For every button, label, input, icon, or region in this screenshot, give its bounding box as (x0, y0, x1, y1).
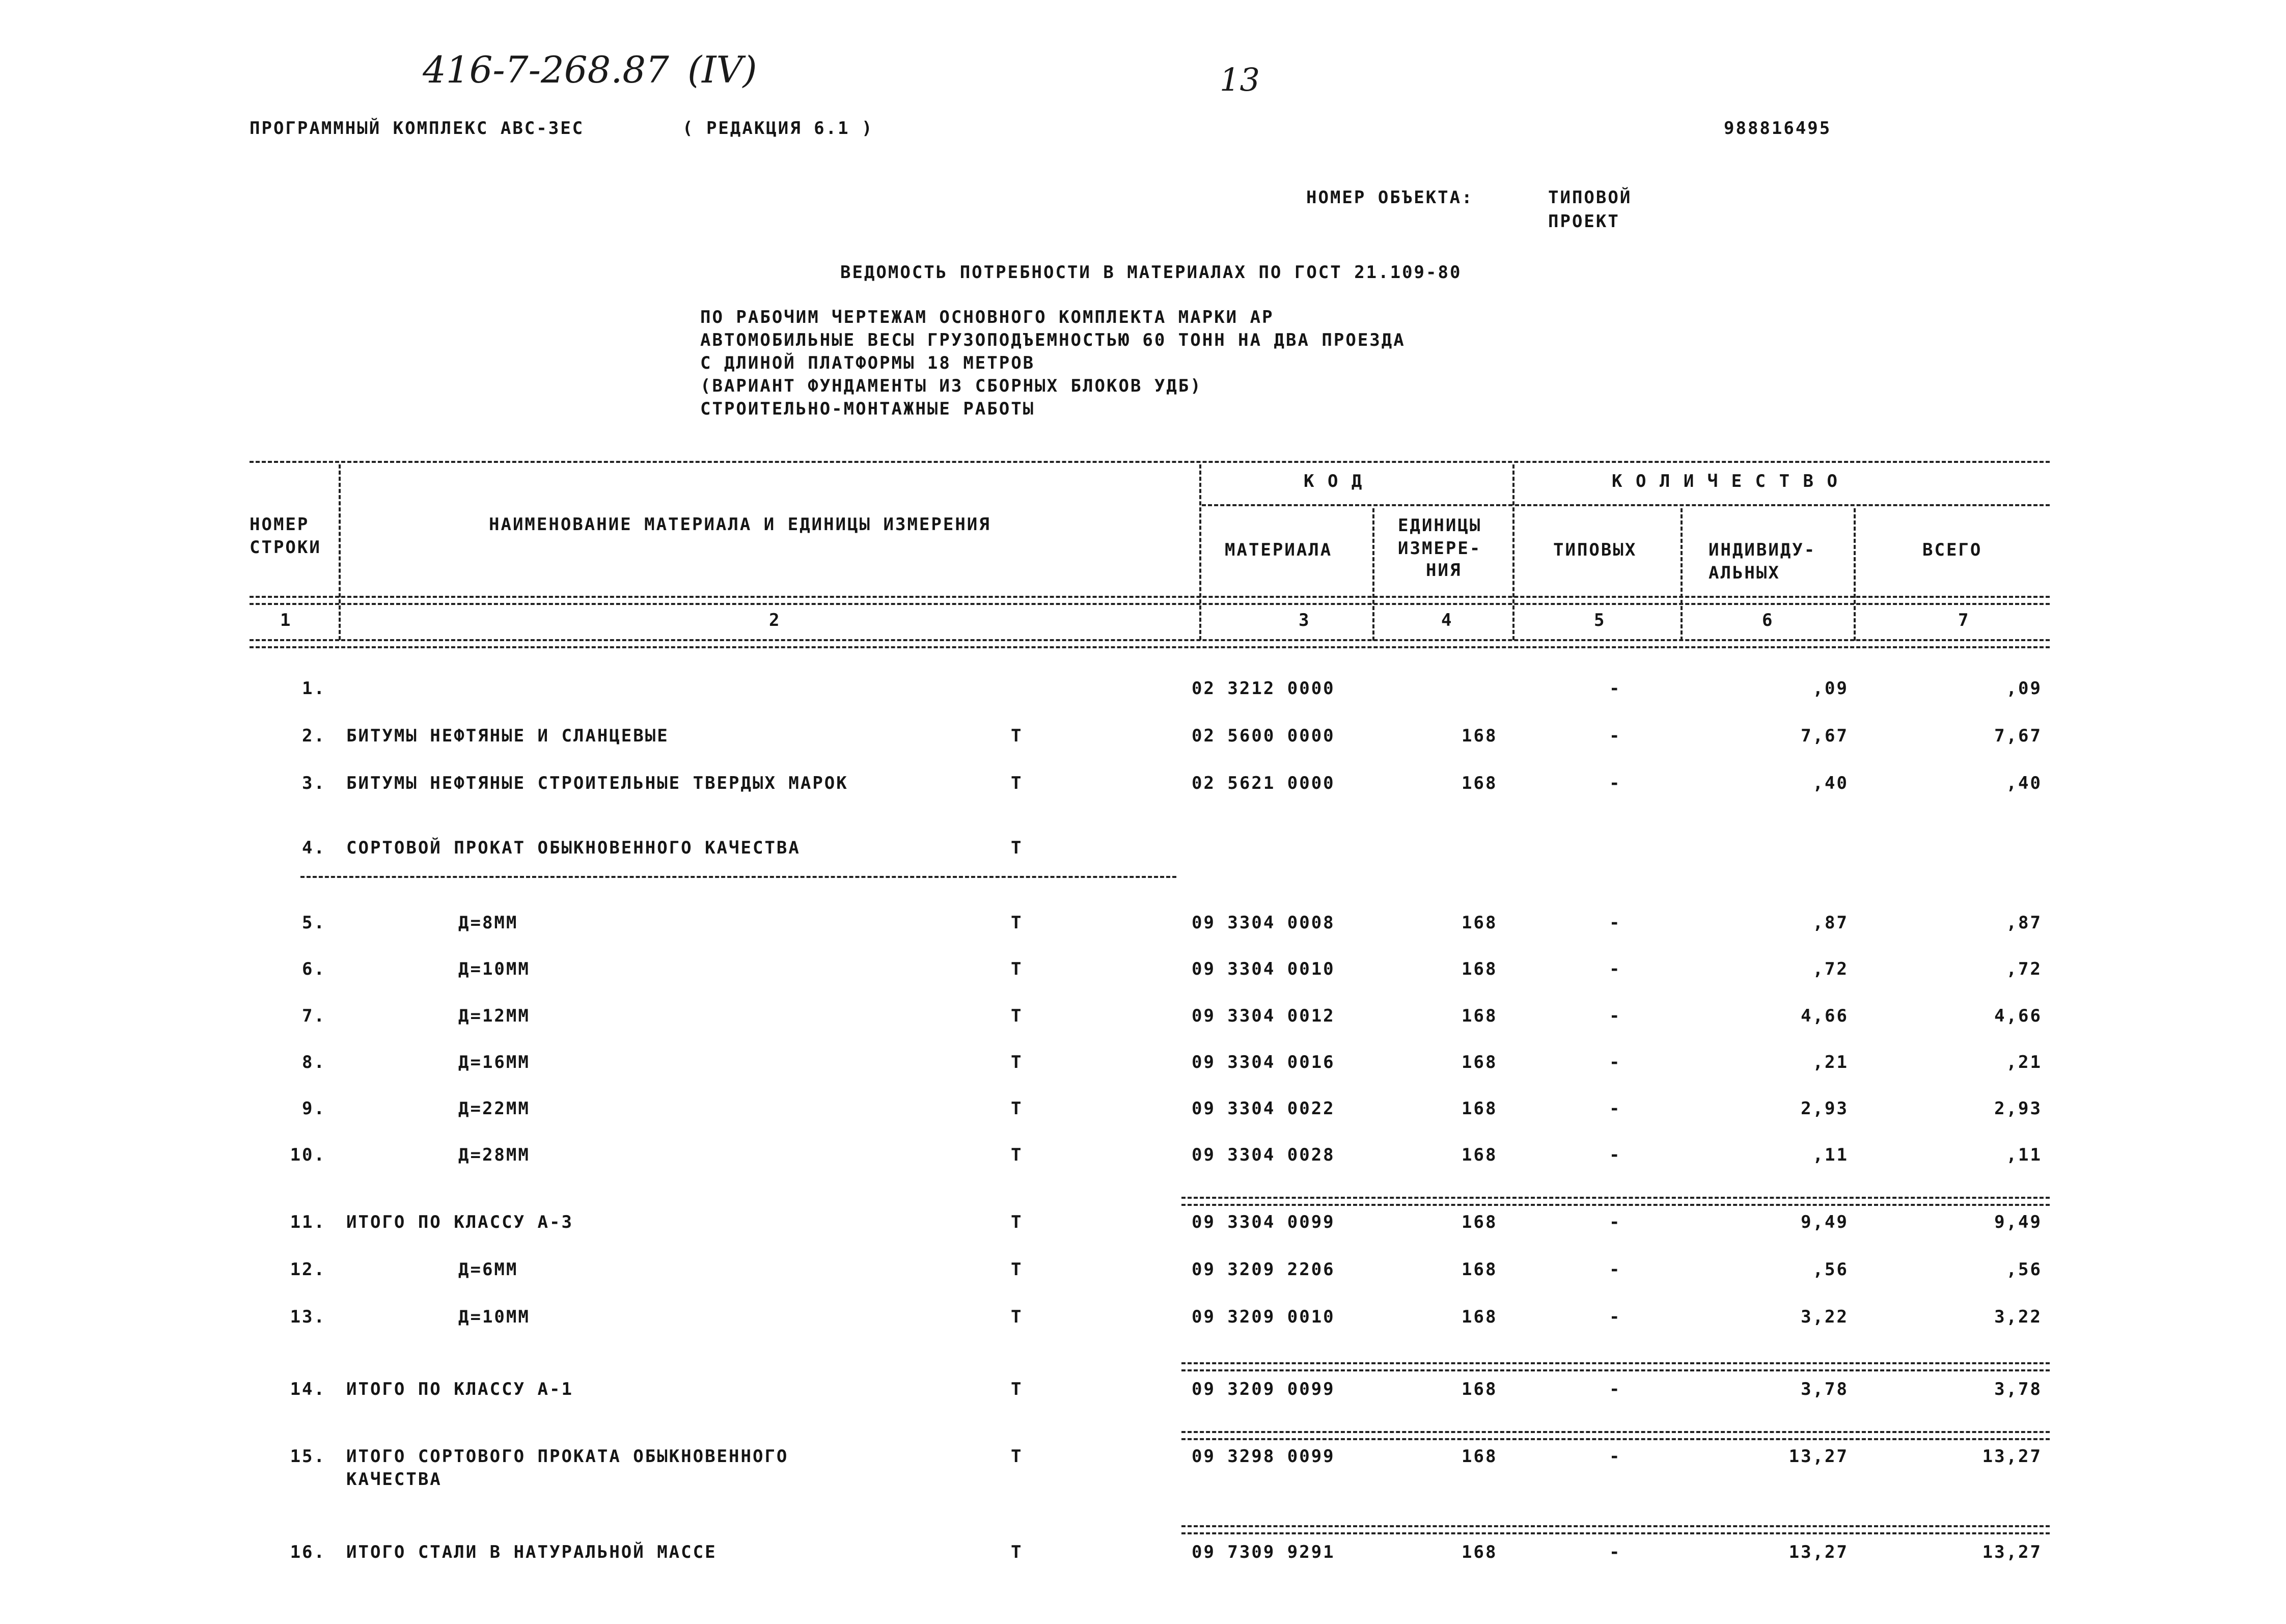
row-number: 16. (290, 1542, 326, 1562)
qty-total: ,09 (2006, 678, 2042, 699)
header-unit-1: ЕДИНИЦЫ (1398, 515, 1482, 536)
qty-total: 7,67 (1994, 726, 2042, 746)
object-number-value-1: ТИПОВОЙ (1548, 187, 1632, 208)
col-divider-4 (1512, 464, 1514, 640)
row-number: 11. (290, 1212, 326, 1232)
material-code: 09 3304 0022 (1192, 1098, 1335, 1119)
qty-typical: - (1609, 1006, 1621, 1026)
material-subitem: Д=10ММ (458, 959, 530, 979)
qty-total: 2,93 (1994, 1098, 2042, 1119)
qty-typical: - (1609, 1542, 1621, 1562)
qty-typical: - (1609, 1379, 1621, 1399)
material-code: 09 7309 9291 (1192, 1542, 1335, 1562)
total-rule-row-14 (1181, 1362, 2050, 1371)
qty-individual: 9,49 (1801, 1212, 1849, 1232)
qty-total: 13,27 (1982, 1446, 2042, 1467)
qty-total: ,11 (2006, 1145, 2042, 1165)
table-row (0, 1145, 2286, 1175)
handwritten-album: (IV) (687, 48, 757, 91)
unit-code: 168 (1462, 1052, 1498, 1072)
row-unit: Т (1011, 1379, 1023, 1399)
row-unit: Т (1011, 1259, 1023, 1280)
table-top-rule (250, 461, 2050, 463)
col-number-2: 2 (769, 610, 781, 630)
row-unit: Т (1011, 1307, 1023, 1327)
qty-individual: 2,93 (1801, 1098, 1849, 1119)
unit-code: 168 (1462, 726, 1498, 746)
material-subitem: Д=8ММ (458, 913, 518, 933)
material-code: 02 5600 0000 (1192, 726, 1335, 746)
row-number: 14. (290, 1379, 326, 1399)
row-unit: Т (1011, 959, 1023, 979)
material-subitem: Д=12ММ (458, 1006, 530, 1026)
subtitle-line-3: С ДЛИНОЙ ПЛАТФОРМЫ 18 МЕТРОВ (700, 353, 1035, 373)
row-number: 5. (302, 913, 326, 933)
total-rule-row-16 (1181, 1525, 2050, 1534)
qty-total: 4,66 (1994, 1006, 2042, 1026)
header-qty-group: К О Л И Ч Е С Т В О (1612, 471, 1839, 491)
qty-individual: ,87 (1812, 913, 1849, 933)
material-subitem: Д=16ММ (458, 1052, 530, 1072)
column-numbers-bottom-rule (250, 639, 2050, 648)
row-unit: Т (1011, 1098, 1023, 1119)
material-name: БИТУМЫ НЕФТЯНЫЕ СТРОИТЕЛЬНЫЕ ТВЕРДЫХ МАРОК (346, 773, 848, 793)
unit-code: 168 (1462, 1098, 1498, 1119)
header-unit-2: ИЗМЕРЕ- (1398, 538, 1482, 559)
qty-individual: 13,27 (1788, 1446, 1849, 1467)
qty-typical: - (1609, 1446, 1621, 1467)
qty-individual: 4,66 (1801, 1006, 1849, 1026)
unit-code: 168 (1462, 959, 1498, 979)
qty-total: 3,78 (1994, 1379, 2042, 1399)
row-unit: Т (1011, 1446, 1023, 1467)
row-number: 7. (302, 1006, 326, 1026)
header-bottom-rule (250, 596, 2050, 605)
subtitle-line-1: ПО РАБОЧИМ ЧЕРТЕЖАМ ОСНОВНОГО КОМПЛЕКТА МАРКИ АР (700, 307, 1274, 327)
table-row (0, 1098, 2286, 1129)
subtitle-line-5: СТРОИТЕЛЬНО-МОНТАЖНЫЕ РАБОТЫ (700, 399, 1035, 419)
qty-typical: - (1609, 1052, 1621, 1072)
unit-code: 168 (1462, 1379, 1498, 1399)
unit-code: 168 (1462, 1259, 1498, 1280)
unit-code: 168 (1462, 1212, 1498, 1232)
header-total: ВСЕГО (1922, 540, 1982, 560)
program-name: ПРОГРАММНЫЙ КОМПЛЕКС АВС-ЗЕС (250, 118, 585, 139)
col-number-6: 6 (1762, 610, 1774, 630)
qty-total: 13,27 (1982, 1542, 2042, 1562)
material-subitem: Д=6ММ (458, 1259, 518, 1280)
material-code: 09 3304 0010 (1192, 959, 1335, 979)
row-unit: Т (1011, 1006, 1023, 1026)
qty-individual: ,09 (1812, 678, 1849, 699)
qty-typical: - (1609, 678, 1621, 699)
header-group-rule-qty (1515, 504, 2050, 506)
material-subitem: Д=28ММ (458, 1145, 530, 1165)
material-code: 09 3304 0028 (1192, 1145, 1335, 1165)
qty-typical: - (1609, 959, 1621, 979)
header-code-material: МАТЕРИАЛА (1225, 540, 1333, 560)
qty-individual: 3,78 (1801, 1379, 1849, 1399)
row-number: 9. (302, 1098, 326, 1119)
row-number: 4. (302, 838, 326, 858)
header-unit-3: НИЯ (1426, 560, 1462, 581)
table-row (0, 1446, 2286, 1490)
header-row-no-1: НОМЕР (250, 514, 310, 535)
qty-total: 9,49 (1994, 1212, 2042, 1232)
col-divider-1 (339, 464, 341, 640)
material-code: 09 3304 0099 (1192, 1212, 1335, 1232)
row-number: 3. (302, 773, 326, 793)
header-typical: ТИПОВЫХ (1553, 540, 1637, 560)
material-code: 02 5621 0000 (1192, 773, 1335, 793)
material-code: 09 3304 0016 (1192, 1052, 1335, 1072)
row-unit: Т (1011, 773, 1023, 793)
qty-total: ,40 (2006, 773, 2042, 793)
qty-total: 3,22 (1994, 1307, 2042, 1327)
qty-individual: 3,22 (1801, 1307, 1849, 1327)
table-row (0, 1379, 2286, 1410)
object-number-label: НОМЕР ОБЪЕКТА: (1306, 187, 1474, 208)
qty-typical: - (1609, 1259, 1621, 1280)
qty-typical: - (1609, 773, 1621, 793)
document-title: ВЕДОМОСТЬ ПОТРЕБНОСТИ В МАТЕРИАЛАХ ПО ГОСТ 21.109-80 (840, 262, 1462, 283)
table-row (0, 1212, 2286, 1243)
header-individual-1: ИНДИВИДУ- (1709, 540, 1816, 560)
qty-typical: - (1609, 1098, 1621, 1119)
subtitle-line-4: (ВАРИАНТ ФУНДАМЕНТЫ ИЗ СБОРНЫХ БЛОКОВ УДБ) (700, 376, 1202, 396)
table-row (0, 838, 2286, 868)
table-row (0, 726, 2286, 756)
row-number: 8. (302, 1052, 326, 1072)
program-edition: ( РЕДАКЦИЯ 6.1 ) (682, 118, 874, 139)
material-code: 09 3298 0099 (1192, 1446, 1335, 1467)
col-number-3: 3 (1299, 610, 1311, 630)
row-number: 13. (290, 1307, 326, 1327)
unit-code: 168 (1462, 1542, 1498, 1562)
qty-total: ,21 (2006, 1052, 2042, 1072)
qty-individual: ,72 (1812, 959, 1849, 979)
row-number: 1. (302, 678, 326, 699)
qty-individual: ,21 (1812, 1052, 1849, 1072)
qty-typical: - (1609, 1212, 1621, 1232)
unit-code: 168 (1462, 773, 1498, 793)
qty-individual: 13,27 (1788, 1542, 1849, 1562)
table-row (0, 1006, 2286, 1036)
row-unit: Т (1011, 838, 1023, 858)
unit-code: 168 (1462, 913, 1498, 933)
table-row (0, 959, 2286, 989)
table-row (0, 773, 2286, 804)
row-unit: Т (1011, 1052, 1023, 1072)
qty-typical: - (1609, 1307, 1621, 1327)
material-name: СОРТОВОЙ ПРОКАТ ОБЫКНОВЕННОГО КАЧЕСТВА (346, 838, 801, 858)
qty-total: ,87 (2006, 913, 2042, 933)
handwritten-page-number: 13 (1220, 61, 1260, 98)
material-name: ИТОГО СОРТОВОГО ПРОКАТА ОБЫКНОВЕННОГО (346, 1446, 789, 1467)
material-name: ИТОГО ПО КЛАССУ А-3 (346, 1212, 573, 1232)
col-number-7: 7 (1958, 610, 1970, 630)
row-number: 15. (290, 1446, 326, 1467)
col-divider-2 (1199, 464, 1201, 640)
qty-individual: ,56 (1812, 1259, 1849, 1280)
row-unit: Т (1011, 913, 1023, 933)
material-code: 02 3212 0000 (1192, 678, 1335, 699)
col-number-1: 1 (280, 610, 292, 630)
document-number: 988816495 (1724, 118, 1832, 139)
header-group-rule-code (1202, 504, 1512, 506)
total-rule-row-11 (1181, 1197, 2050, 1206)
col-number-5: 5 (1594, 610, 1606, 630)
qty-individual: ,11 (1812, 1145, 1849, 1165)
material-code: 09 3304 0008 (1192, 913, 1335, 933)
table-row (0, 1307, 2286, 1337)
material-subitem: Д=10ММ (458, 1307, 530, 1327)
col-divider-6 (1854, 508, 1856, 641)
table-row (0, 1259, 2286, 1290)
material-name: ИТОГО ПО КЛАССУ А-1 (346, 1379, 573, 1399)
row-unit: Т (1011, 1145, 1023, 1165)
material-code: 09 3209 0010 (1192, 1307, 1335, 1327)
unit-code: 168 (1462, 1307, 1498, 1327)
handwritten-doc-code: 416-7-268.87 (423, 48, 669, 91)
header-code-group: К О Д (1304, 471, 1364, 491)
row-number: 2. (302, 726, 326, 746)
qty-individual: 7,67 (1801, 726, 1849, 746)
material-code: 09 3209 2206 (1192, 1259, 1335, 1280)
material-name-continued: КАЧЕСТВА (346, 1469, 442, 1490)
col-number-4: 4 (1441, 610, 1453, 630)
table-row (0, 678, 2286, 709)
material-code: 09 3304 0012 (1192, 1006, 1335, 1026)
qty-typical: - (1609, 1145, 1621, 1165)
qty-typical: - (1609, 726, 1621, 746)
material-name: ИТОГО СТАЛИ В НАТУРАЛЬНОЙ МАССЕ (346, 1542, 717, 1562)
col-divider-3 (1372, 508, 1374, 641)
object-number-value-2: ПРОЕКТ (1548, 211, 1620, 232)
qty-individual: ,40 (1812, 773, 1849, 793)
row-number: 12. (290, 1259, 326, 1280)
table-row (0, 913, 2286, 943)
row-number: 10. (290, 1145, 326, 1165)
qty-total: ,56 (2006, 1259, 2042, 1280)
unit-code: 168 (1462, 1006, 1498, 1026)
qty-typical: - (1609, 913, 1621, 933)
row-number: 6. (302, 959, 326, 979)
row-unit: Т (1011, 1212, 1023, 1232)
header-name: НАИМЕНОВАНИЕ МАТЕРИАЛА И ЕДИНИЦЫ ИЗМЕРЕНИЯ (489, 514, 991, 535)
material-code: 09 3209 0099 (1192, 1379, 1335, 1399)
section-rule-rolled-steel (300, 876, 1176, 878)
unit-code: 168 (1462, 1446, 1498, 1467)
header-individual-2: АЛЬНЫХ (1709, 563, 1780, 583)
table-row (0, 1052, 2286, 1083)
qty-total: ,72 (2006, 959, 2042, 979)
header-row-no-2: СТРОКИ (250, 537, 321, 558)
subtitle-line-2: АВТОМОБИЛЬНЫЕ ВЕСЫ ГРУЗОПОДЪЕМНОСТЬЮ 60 ТОНН НА ДВА ПРОЕЗДА (700, 330, 1406, 350)
unit-code: 168 (1462, 1145, 1498, 1165)
material-name: БИТУМЫ НЕФТЯНЫЕ И СЛАНЦЕВЫЕ (346, 726, 669, 746)
material-subitem: Д=22ММ (458, 1098, 530, 1119)
row-unit: Т (1011, 1542, 1023, 1562)
row-unit: Т (1011, 726, 1023, 746)
col-divider-5 (1681, 508, 1683, 641)
table-row (0, 1542, 2286, 1573)
total-rule-row-15 (1181, 1431, 2050, 1440)
